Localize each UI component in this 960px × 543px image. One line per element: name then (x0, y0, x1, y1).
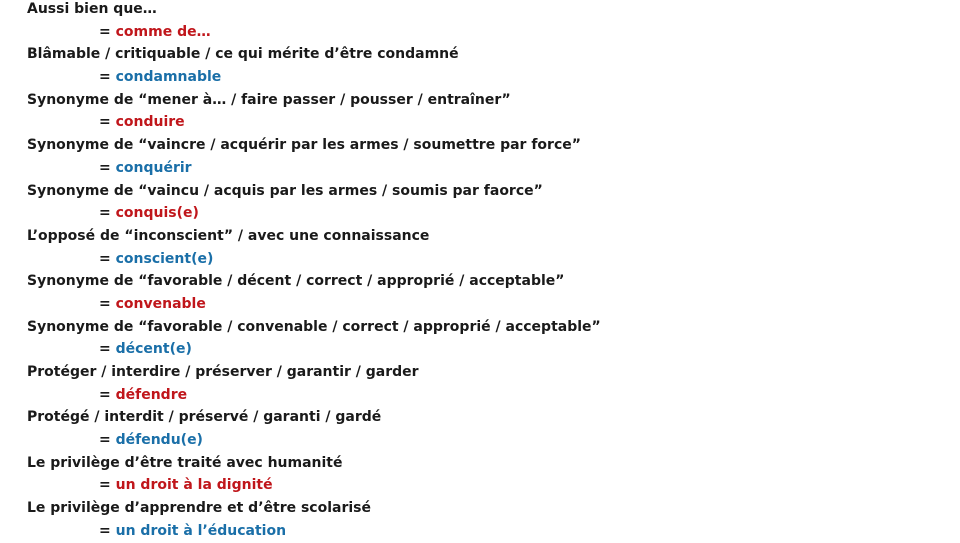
answer-line (27, 384, 927, 407)
equals-sign: = (99, 432, 116, 449)
definition-line: Blâmable / critiquable / ce qui mérite d’être condamné (27, 46, 459, 63)
definition-line: Synonyme de “vaincre / acquérir par les armes / soumettre par force” (27, 137, 581, 154)
definition-line: Synonyme de “mener à… / faire passer / pousser / entraîner” (27, 91, 511, 108)
equals-sign: = (99, 205, 116, 222)
vocabulary-list (27, 0, 927, 543)
answer-line (27, 429, 927, 452)
answer-line (27, 338, 927, 361)
equals-sign: = (99, 295, 116, 312)
equals-sign: = (99, 114, 116, 131)
equals-sign: = (99, 69, 116, 86)
answer-text: conquis(e) (115, 205, 199, 222)
answer-text: un droit à la dignité (115, 477, 273, 494)
definition-line: Synonyme de “favorable / décent / correct / approprié / acceptable” (27, 273, 565, 290)
answer-text: défendu(e) (115, 432, 203, 449)
answer-line (27, 248, 927, 271)
answer-line (27, 21, 927, 44)
equals-sign: = (99, 386, 116, 403)
answer-text: convenable (115, 295, 206, 312)
definition-line: Protégé / interdit / préservé / garanti / gardé (27, 409, 382, 426)
answer-text: conquérir (115, 159, 192, 176)
equals-sign: = (99, 250, 116, 267)
answer-text: décent(e) (115, 341, 192, 358)
answer-line (27, 202, 927, 225)
answer-text: comme de… (115, 23, 211, 40)
answer-text: conduire (115, 114, 185, 131)
definition-line: Protéger / interdire / préserver / garantir / garder (27, 364, 419, 380)
definition-line: Le privilège d’être traité avec humanité (27, 454, 343, 471)
equals-sign: = (99, 23, 116, 40)
answer-text: un droit à l’éducation (115, 522, 287, 539)
definition-line: Synonyme de “favorable / convenable / correct / approprié / acceptable” (27, 318, 601, 335)
definition-line: L’opposé de “inconscient” / avec une connaissance (27, 227, 430, 244)
answer-line (27, 474, 927, 497)
answer-line (27, 111, 927, 134)
answer-line (27, 157, 927, 180)
answer-text: défendre (115, 386, 188, 403)
equals-sign: = (99, 477, 116, 494)
definition-line: Aussi bien que… (27, 1, 157, 17)
answer-text: conscient(e) (115, 250, 214, 267)
equals-sign: = (99, 341, 116, 358)
answer-line (27, 293, 927, 316)
definition-line: Le privilège d’apprendre et d’être scolarisé (27, 500, 372, 517)
definition-line: Synonyme de “vaincu / acquis par les armes / soumis par faorce” (27, 182, 543, 199)
answer-line (27, 520, 927, 543)
answer-text: condamnable (115, 69, 222, 86)
equals-sign: = (99, 159, 116, 176)
answer-line (27, 66, 927, 89)
equals-sign: = (99, 522, 116, 539)
